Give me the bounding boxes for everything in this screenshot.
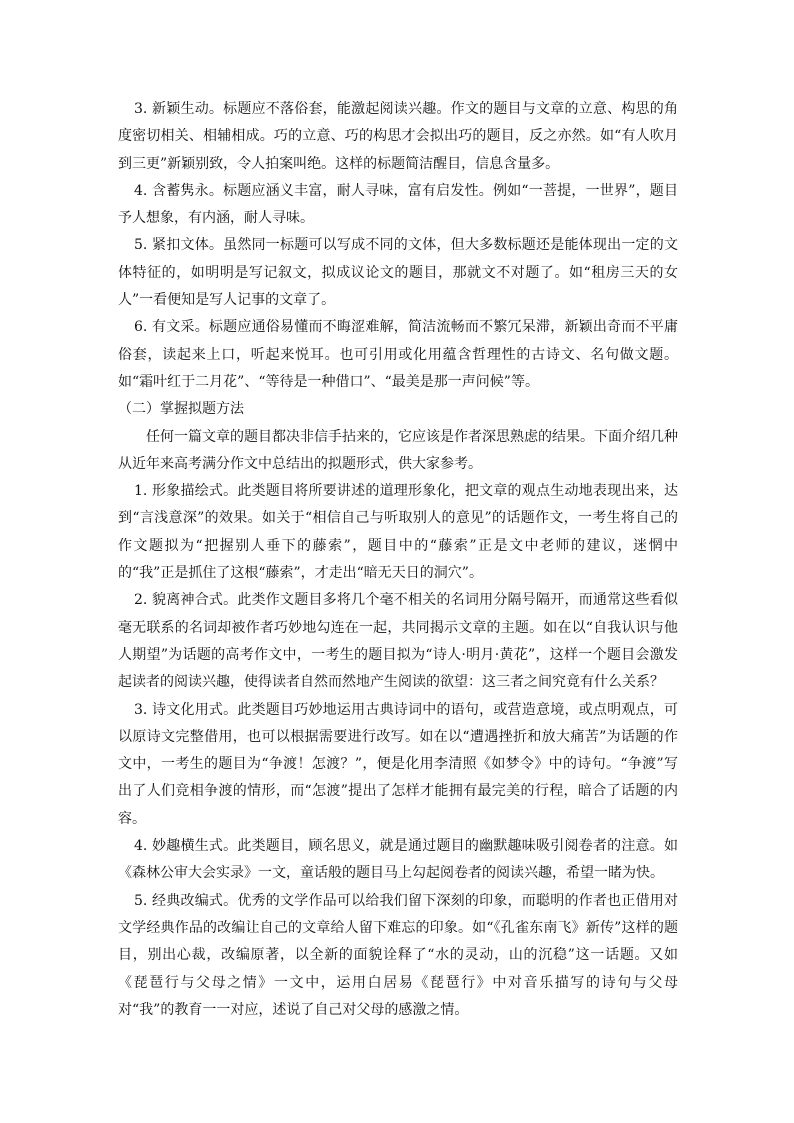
- method-separated-nouns: 2. 貌离神合式。此类作文题目多将几个毫不相关的名词用分隔号隔开，而通常这些看似毫无联系的名词却被作者巧妙地勾连在一起，共同揭示文章的主题。如在以“自我认识与他人期望”为话题的高考作文中，一考生的题目拟为“诗人·明月·黄花”，这样一个题目会激发起读者的阅读兴趣，使得读者自然而然地产生阅读的欲望：这三者之间究竟有什么关系？: [118, 592, 678, 691]
- method-humorous: 4. 妙趣横生式。此类题目，顾名思义，就是通过题目的幽默趣味吸引阅卷者的注意。如《森林公审大会实录》一文，童话般的题目马上勾起阅卷者的阅读兴趣，希望一睹为快。: [118, 838, 678, 882]
- intro-paragraph: 任何一篇文章的题目都决非信手拈来的，它应该是作者深思熟虑的结果。下面介绍几种从近年来高考满分作文中总结出的拟题形式，供大家参考。: [118, 428, 678, 472]
- method-image-description: 1. 形象描绘式。此类题目将所要讲述的道理形象化，把文章的观点生动地表现出来，达到“言浅意深”的效果。如关于“相信自己与听取别人的意见”的话题作文，一考生将自己的作文题拟为“把握别人垂下的藤索”，题目中的“藤索”正是文中老师的建议，迷惘中的“我”正是抓住了这根“藤索”，才走出“暗无天日的洞穴”。: [118, 483, 678, 582]
- method-poetry-adaptation: 3. 诗文化用式。此类题目巧妙地运用古典诗词中的语句，或营造意境，或点明观点，可以原诗文完整借用，也可以根据需要进行改写。如在以“遭遇挫折和放大痛苦”为话题的作文中，一考生的题目为“争渡！怎渡？”，便是化用李清照《如梦令》中的诗句。“争渡”写出了人们竞相争渡的情形，而“怎渡”提出了怎样才能拥有最完美的行程，暗合了话题的内容。: [118, 701, 678, 827]
- section-heading: （二）掌握拟题方法: [118, 401, 244, 418]
- document-page: [118, 96, 678, 1024]
- paragraph-match-genre: 5. 紧扣文体。虽然同一标题可以写成不同的文体，但大多数标题还是能体现出一定的文体特征的，如明明是写记叙文，拟成议论文的题目，那就文不对题了。如“租房三天的女人”一看便知是写人记事的文章了。: [118, 237, 678, 309]
- paragraph-novel-vivid: 3. 新颖生动。标题应不落俗套，能激起阅读兴趣。作文的题目与文章的立意、构思的角度密切相关、相辅相成。巧的立意、巧的构思才会拟出巧的题目，反之亦然。如“有人吹月到三更”新颖别致，令人拍案叫绝。这样的标题简洁醒目，信息含量多。: [118, 101, 678, 172]
- method-classic-adaptation: 5. 经典改编式。优秀的文学作品可以给我们留下深刻的印象，而聪明的作者也正借用对文学经典作品的改编让自己的文章给人留下难忘的印象。如“《孔雀东南飞》新传”这样的题目，别出心裁，改编原著，以全新的面貌诠释了“水的灵动，山的沉稳”这一话题。又如《琵琶行与父母之情》一文中，运用白居易《琵琶行》中对音乐描写的诗句与父母对“我”的教育一一对应，述说了自己对父母的感激之情。: [118, 892, 678, 1018]
- paragraph-implicit-meaningful: 4. 含蓄隽永。标题应涵义丰富，耐人寻味，富有启发性。例如“一菩提，一世界”，题目予人想象，有内涵，耐人寻味。: [118, 182, 678, 227]
- paragraph-literary-grace: 6. 有文采。标题应通俗易懂而不晦涩难解，简洁流畅而不繁冗呆滞，新颖出奇而不平庸俗套，读起来上口，听起来悦耳。也可引用或化用蕴含哲理性的古诗文、名句做文题。如“霜叶红于二月花”、“等待是一种借口”、“最美是那一声问候”等。: [118, 319, 678, 390]
